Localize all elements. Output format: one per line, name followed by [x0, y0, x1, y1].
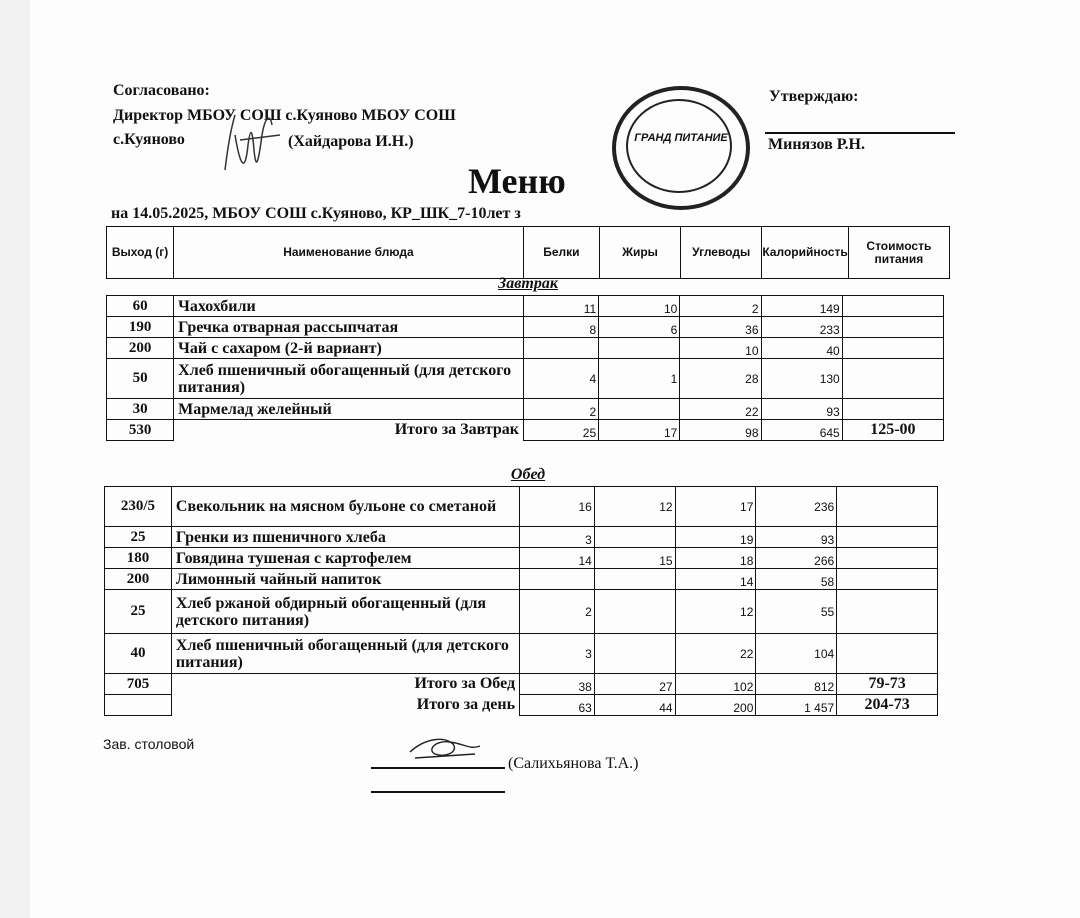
- cell-fat: [599, 399, 680, 420]
- cell-carbs: 14: [675, 569, 756, 590]
- cell-output: 200: [105, 569, 172, 590]
- lunch-total-row: [105, 674, 938, 695]
- cell-protein: 2: [523, 399, 598, 420]
- signature-line: [371, 767, 505, 769]
- document-page: [30, 0, 1080, 918]
- cell-calories: 40: [761, 338, 842, 359]
- cell-output: 230/5: [105, 487, 172, 527]
- cell-cost: [837, 634, 938, 674]
- cell-name: Свекольник на мясном бульоне со сметаной: [171, 487, 519, 527]
- cell-calories: 104: [756, 634, 837, 674]
- cell-output: 60: [107, 296, 174, 317]
- cell-cost: [842, 399, 943, 420]
- total-carbs: 102: [675, 674, 756, 695]
- approve-label: Утверждаю:: [769, 88, 859, 105]
- day-total-fat: 44: [594, 695, 675, 716]
- stamp: [612, 86, 750, 210]
- col-output: Выход (г): [107, 227, 174, 279]
- cell-output: 25: [105, 590, 172, 634]
- cell-output: 50: [107, 359, 174, 399]
- cell-fat: 6: [599, 317, 680, 338]
- total-calories: 812: [756, 674, 837, 695]
- cell-cost: [842, 317, 943, 338]
- cell-cost: [837, 487, 938, 527]
- col-protein: Белки: [523, 227, 599, 279]
- stamp-text: ГРАНД ПИТАНИЕ: [634, 132, 728, 144]
- breakfast-total-label: Итого за Завтрак: [174, 420, 524, 441]
- cell-carbs: 2: [680, 296, 761, 317]
- cell-fat: [594, 527, 675, 548]
- table-row: [105, 548, 938, 569]
- cell-protein: [523, 338, 598, 359]
- breakfast-title-wrap: [106, 275, 950, 293]
- cell-cost: [837, 590, 938, 634]
- cell-name: Хлеб пшеничный обогащенный (для детского питания): [171, 634, 519, 674]
- cell-output: 25: [105, 527, 172, 548]
- table-row: [105, 527, 938, 548]
- table-row: [107, 399, 944, 420]
- cell-calories: 149: [761, 296, 842, 317]
- table-row: [107, 296, 944, 317]
- cell-carbs: 10: [680, 338, 761, 359]
- col-name: Наименование блюда: [174, 227, 524, 279]
- cell-cost: [842, 359, 943, 399]
- footer-name: (Салихьянова Т.А.): [508, 755, 639, 772]
- cell-fat: 10: [599, 296, 680, 317]
- total-fat: 17: [599, 420, 680, 441]
- cell-fat: 12: [594, 487, 675, 527]
- cell-name: Хлеб пшеничный обогащенный (для детского питания): [174, 359, 524, 399]
- canteen-signature: [405, 730, 485, 764]
- cell-cost: [837, 569, 938, 590]
- cell-calories: 233: [761, 317, 842, 338]
- cell-calories: 236: [756, 487, 837, 527]
- cell-output: 190: [107, 317, 174, 338]
- signature-line-2: [371, 791, 505, 793]
- cell-calories: 93: [761, 399, 842, 420]
- cell-protein: 16: [520, 487, 595, 527]
- cell-name: Чахохбили: [174, 296, 524, 317]
- table-row: [105, 590, 938, 634]
- cell-cost: [837, 548, 938, 569]
- day-total-calories: 1 457: [756, 695, 837, 716]
- cell-cost: [842, 296, 943, 317]
- footer-position: Зав. столовой: [103, 736, 195, 752]
- total-protein: 25: [523, 420, 598, 441]
- cell-output-total: 530: [107, 420, 174, 441]
- breakfast-total-row: [107, 420, 944, 441]
- page-title: Меню: [468, 161, 566, 201]
- cell-name: Хлеб ржаной обдирный обогащенный (для детского питания): [171, 590, 519, 634]
- cell-fat: 1: [599, 359, 680, 399]
- day-total-cost: 204-73: [837, 695, 938, 716]
- table-row: [107, 338, 944, 359]
- col-carbs: Углеводы: [681, 227, 762, 279]
- cell-protein: [520, 569, 595, 590]
- cell-name: Гренки из пшеничного хлеба: [171, 527, 519, 548]
- cell-carbs: 12: [675, 590, 756, 634]
- day-total-protein: 63: [520, 695, 595, 716]
- cell-fat: [594, 590, 675, 634]
- total-fat: 27: [594, 674, 675, 695]
- cell-carbs: 19: [675, 527, 756, 548]
- page-subtitle: на 14.05.2025, МБОУ СОШ с.Куяново, КР_ШК_7-10лет з: [111, 205, 521, 222]
- agreed-village: с.Куяново: [113, 131, 185, 148]
- cell-protein: 3: [520, 527, 595, 548]
- cell-calories: 58: [756, 569, 837, 590]
- cell-name: Мармелад желейный: [174, 399, 524, 420]
- cell-carbs: 28: [680, 359, 761, 399]
- cell-name: Гречка отварная рассыпчатая: [174, 317, 524, 338]
- total-carbs: 98: [680, 420, 761, 441]
- cell-protein: 11: [523, 296, 598, 317]
- table-row: [105, 634, 938, 674]
- agreed-name: (Хайдарова И.Н.): [288, 133, 414, 150]
- cell-name: Говядина тушеная с картофелем: [171, 548, 519, 569]
- cell-output: 200: [107, 338, 174, 359]
- cell-cost: [842, 338, 943, 359]
- col-fat: Жиры: [599, 227, 680, 279]
- agreed-director: Директор МБОУ СОШ с.Куяново МБОУ СОШ: [113, 107, 456, 124]
- total-protein: 38: [520, 674, 595, 695]
- day-total-row: [105, 695, 938, 716]
- col-cost: Стоимость питания: [848, 227, 949, 279]
- col-calories: Калорийность: [762, 227, 849, 279]
- table-row: [107, 317, 944, 338]
- cell-fat: [594, 569, 675, 590]
- total-cost: 125-00: [842, 420, 943, 441]
- breakfast-table: [106, 295, 944, 441]
- table-row: [107, 359, 944, 399]
- cell-carbs: 18: [675, 548, 756, 569]
- cell-carbs: 22: [675, 634, 756, 674]
- cell-fat: 15: [594, 548, 675, 569]
- cell-output-empty: [105, 695, 172, 716]
- cell-calories: 130: [761, 359, 842, 399]
- lunch-total-label: Итого за Обед: [171, 674, 519, 695]
- approve-signature-line: [765, 132, 955, 134]
- table-row: [105, 569, 938, 590]
- total-calories: 645: [761, 420, 842, 441]
- cell-cost: [837, 527, 938, 548]
- cell-protein: 3: [520, 634, 595, 674]
- cell-carbs: 17: [675, 487, 756, 527]
- total-cost: 79-73: [837, 674, 938, 695]
- cell-carbs: 22: [680, 399, 761, 420]
- director-signature: [210, 105, 290, 180]
- cell-protein: 2: [520, 590, 595, 634]
- cell-output: 30: [107, 399, 174, 420]
- cell-fat: [594, 634, 675, 674]
- agreed-label: Согласовано:: [113, 82, 210, 99]
- cell-calories: 266: [756, 548, 837, 569]
- cell-calories: 55: [756, 590, 837, 634]
- cell-output-total: 705: [105, 674, 172, 695]
- cell-protein: 4: [523, 359, 598, 399]
- breakfast-title: Завтрак: [498, 275, 558, 292]
- cell-output: 40: [105, 634, 172, 674]
- cell-protein: 8: [523, 317, 598, 338]
- cell-name: Чай с сахаром (2-й вариант): [174, 338, 524, 359]
- day-total-carbs: 200: [675, 695, 756, 716]
- cell-calories: 93: [756, 527, 837, 548]
- cell-output: 180: [105, 548, 172, 569]
- cell-protein: 14: [520, 548, 595, 569]
- table-row: [105, 487, 938, 527]
- lunch-title-wrap: [106, 466, 950, 484]
- lunch-table: [104, 486, 938, 716]
- lunch-title: Обед: [510, 466, 546, 483]
- cell-name: Лимонный чайный напиток: [171, 569, 519, 590]
- day-total-label: Итого за день: [171, 695, 519, 716]
- cell-carbs: 36: [680, 317, 761, 338]
- approve-name: Минязов Р.Н.: [768, 136, 865, 153]
- cell-fat: [599, 338, 680, 359]
- menu-table-header: [106, 226, 950, 279]
